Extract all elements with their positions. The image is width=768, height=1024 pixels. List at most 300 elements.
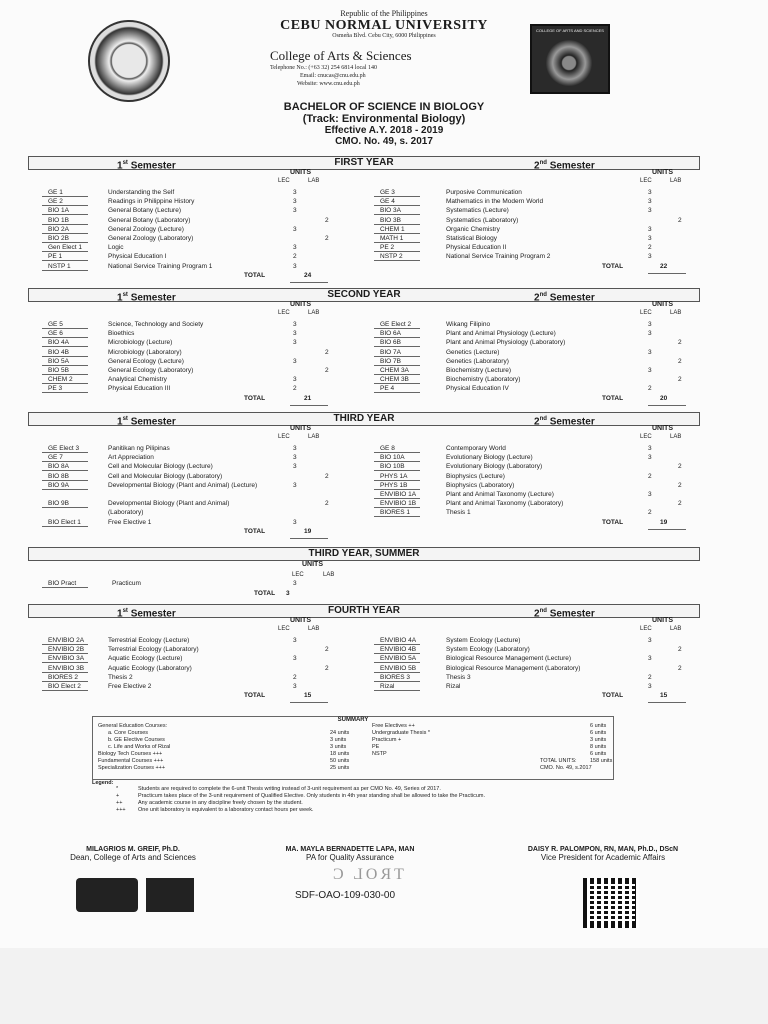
course-row [380,682,680,691]
summary-left-value: 50 units [330,758,350,764]
course-lab: 2 [678,481,682,489]
semester-2-label [534,413,595,428]
course-row [380,384,680,393]
course-row [48,216,348,225]
course-code: BIO Elect 1 [48,518,108,527]
course-code: ENVIBIO 5B [380,664,440,673]
document-code: SDF-OAO-109-030-00 [295,890,396,901]
course-lec: 3 [648,655,652,663]
course-row [48,453,348,462]
course-code: ENVIBIO 2B [48,645,108,654]
semester-2-label [534,605,595,620]
summer-band [28,547,700,561]
course-code: GE 3 [380,188,440,197]
course-title: Contemporary World [446,445,506,452]
controlled-copy-stamp: TROL C [330,866,404,883]
course-title: National Service Training Program 2 [446,253,551,261]
lab-header: LAB [308,178,320,184]
course-title: Thesis 2 [108,673,133,681]
course-code: CHEM 1 [380,225,440,234]
course-row [380,234,680,243]
course-row [380,645,680,654]
course-code: BIORES 3 [380,673,440,682]
semester-number: 2 [534,416,540,428]
semester-number: 1 [117,416,123,428]
lab-header: LAB [670,626,682,632]
semester-total-value: 20 [660,394,668,402]
course-title: Art Appreciation [108,454,154,462]
college-seal-text: COLLEGE OF ARTS AND SCIENCES [536,28,604,33]
summary-left-label: Fundamental Courses +++ [98,758,164,764]
total-underline [290,702,328,703]
course-row [48,481,348,490]
lec-header: LEC [278,178,290,184]
university-name: CEBU NORMAL UNIVERSITY [280,18,488,33]
lab-header: LAB [308,434,320,440]
semester-word: Semester [130,292,176,304]
lab-header: LAB [670,310,682,316]
year-title: FOURTH YEAR [327,605,401,616]
course-code: BIO 9A [48,481,108,490]
course-lec: 3 [293,207,297,215]
course-code: GE 6 [48,329,108,338]
course-row [48,357,348,366]
course-title: General Botany (Laboratory) [108,216,191,224]
course-code: BIO 2B [48,234,108,243]
course-code: ENVIBIO 4B [380,645,440,654]
course-lab: 2 [325,367,329,374]
course-code: GE 4 [380,197,440,206]
course-lec: 3 [293,189,297,196]
course-title: Organic Chemistry [446,225,500,233]
course-lec: 2 [293,673,297,681]
course-title: Cell and Molecular Biology (Lecture) [108,463,213,471]
semester-total-label: TOTAL [602,692,624,700]
course-code: CHEM 3B [380,375,440,384]
semester-word: Semester [549,416,595,428]
summary-left-label: c. Life and Works of Rizal [108,744,171,750]
legend-item [92,807,692,814]
course-title: Systematics (Laboratory) [446,216,519,224]
summary-right-value: 6 units [590,751,607,757]
course-row [48,636,348,645]
course-lec: 3 [648,321,652,328]
summary-right-value: 8 units [590,744,607,750]
semester-word: Semester [130,608,176,620]
summary-title: SUMMARY [337,717,369,723]
legend-text: Students are required to complete the 6-unit Thesis writing instead of 3-unit requirement as per CMO No. 49, Series of 2017. [138,786,441,792]
course-lab: 2 [678,646,682,654]
course-code: BIO 2A [48,225,108,234]
summary-right-label: Practicum + [372,737,402,743]
summary-right-label: Free Electives ++ [372,723,415,729]
course-title: System Ecology (Laboratory) [446,646,530,654]
course-row [380,654,680,663]
course-title: Developmental Biology (Plant and Animal) (Lecture) [108,481,258,489]
year-band [28,412,700,426]
course-row [48,366,348,375]
course-code: Gen Elect 1 [48,243,108,252]
course-lab: 2 [678,664,682,672]
course-lec: 3 [293,518,297,526]
course-code: GE 8 [380,444,440,453]
course-row [380,216,680,225]
course-row [380,472,680,481]
course-lec: 2 [648,244,652,252]
units-header: UNITS [290,169,311,176]
course-row [380,508,680,517]
course-code: BIO 10A [380,453,440,462]
course-row [380,348,680,357]
course-lab: 2 [678,500,682,508]
course-row [380,206,680,215]
course-lec: 3 [293,357,297,365]
lec-header: LEC [640,310,652,316]
course-code: BIO 6A [380,329,440,338]
course-code: NSTP 2 [380,252,440,261]
course-lec: 3 [293,262,297,270]
signatory-qa [250,846,450,862]
course-row [48,444,348,453]
legend [92,780,692,814]
course-title: Biophysics (Lecture) [446,472,505,480]
course-lec: 3 [293,463,297,471]
summary-left-value: 18 units [330,751,350,757]
semester-total-label: TOTAL [244,394,266,402]
legend-mark: * [116,786,119,792]
course-code: PE 4 [380,384,440,393]
course-lec: 3 [293,330,297,338]
year-band [28,288,700,302]
course-lec: 3 [648,683,652,690]
course-row [48,188,348,197]
course-lec: 3 [293,683,297,690]
course-row [48,348,348,357]
legend-item [92,800,692,807]
course-title: Panitikan ng Pilipinas [108,445,170,452]
course-title: Rizal [446,683,461,690]
course-code: BIO Pract [48,579,108,588]
course-row [380,499,680,508]
course-title: Physical Education II [446,244,507,252]
course-code: NSTP 1 [48,262,108,271]
university-address: Osmeña Blvd. Cebu City, 6000 Philippines [332,33,436,39]
semester-suffix: nd [539,608,547,614]
summary-left-label: General Education Courses: [98,723,168,729]
course-title: Readings in Philippine History [108,198,195,206]
course-row [48,499,348,517]
lec-header: LEC [278,310,290,316]
units-header: UNITS [290,301,311,308]
units-header: UNITS [290,617,311,624]
course-row [48,673,348,682]
course-code: BIO 5A [48,357,108,366]
course-lec: 3 [648,454,652,462]
course-row [380,243,680,252]
course-row [380,462,680,471]
semester-2-label [534,289,595,304]
course-row [48,472,348,481]
dean-position: Dean, College of Arts and Sciences [70,853,196,862]
course-code: GE Elect 3 [48,444,108,453]
summary-left-value: 3 units [330,737,347,743]
legend-title: Legend: [92,780,114,786]
semester-suffix: st [122,292,128,298]
total-underline [648,273,686,274]
course-title: Microbiology (Lecture) [108,339,173,347]
legend-item [92,793,692,800]
year-title: FIRST YEAR [334,157,394,168]
course-code: PE 3 [48,384,108,393]
course-code: ENVIBIO 1A [380,490,440,499]
semester-suffix: st [122,416,128,422]
course-row [48,197,348,206]
summary-right-value: 158 units [590,758,613,764]
semester-word: Semester [549,608,595,620]
semester-number: 1 [117,292,123,304]
course-row [48,243,348,252]
course-row [48,645,348,654]
course-code: BIO 5B [48,366,108,375]
course-row [48,462,348,471]
course-lec: 3 [293,637,297,644]
semester-total-value: 21 [304,394,312,402]
summary-right-label: PE [372,744,380,750]
course-row [48,206,348,215]
course-lec: 3 [293,198,297,206]
dean-name: MILAGRIOS M. GREIF, Ph.D. [86,846,180,853]
course-row [48,375,348,384]
course-title: Developmental Biology (Plant and Animal) (Laboratory) [108,500,230,517]
course-title: Analytical Chemistry [108,376,167,384]
course-lec: 3 [648,207,652,215]
course-lab: 2 [678,216,682,224]
course-lec: 3 [648,235,652,242]
program-title: BACHELOR OF SCIENCE IN BIOLOGY [283,101,485,113]
course-code: PE 2 [380,243,440,252]
legend-mark: +++ [116,807,126,813]
semester-2-label [534,157,595,172]
lab-header: LAB [308,626,320,632]
college-email: Email: cnucas@cnu.edu.ph [300,73,366,79]
summary-right-value: 3 units [590,737,607,743]
course-title: Microbiology (Laboratory) [108,348,182,356]
course-lab: 2 [325,664,329,672]
course-lec: 3 [648,637,652,644]
lab-header: LAB [308,310,320,316]
total-underline [290,282,328,283]
total-underline [648,702,686,703]
summary-right-value: CMO. No. 49, s.2017 [540,765,592,771]
summary-left-label: a. Core Courses [108,730,149,736]
summer-lec-header: LEC [292,572,304,578]
course-title: Biochemistry (Laboratory) [446,376,521,384]
course-title: Statistical Biology [446,235,497,242]
course-lec: 3 [648,225,652,233]
course-code: GE Elect 2 [380,320,440,329]
summary-right-label: TOTAL UNITS: [540,758,577,764]
course-code: BIO Elect 2 [48,682,108,691]
semester-suffix: st [122,160,128,166]
legend-item [92,786,692,793]
course-lab: 2 [678,339,682,347]
course-code: BIO 10B [380,462,440,471]
course-lec: 3 [648,253,652,261]
course-title: National Service Training Program 1 [108,262,213,270]
vpaa-position: Vice President for Academic Affairs [540,853,666,862]
course-lec: 2 [648,673,652,681]
units-header: UNITS [652,425,673,432]
semester-number: 1 [117,608,123,620]
semester-total-value: 19 [660,518,668,526]
lab-header: LAB [670,434,682,440]
course-lec: 3 [648,348,652,356]
total-underline [290,405,328,406]
semester-total-label: TOTAL [602,394,624,402]
course-row [380,444,680,453]
college-website: Website: www.cnu.edu.ph [297,81,360,87]
course-title: Aquatic Ecology (Laboratory) [108,664,192,672]
course-code: Rizal [380,682,440,691]
atom-emblem-icon [546,40,592,86]
course-row [48,682,348,691]
course-lab: 2 [325,216,329,224]
legend-mark: ++ [116,800,123,806]
course-title: Genetics (Lecture) [446,348,500,356]
semester-total-value: 15 [660,692,668,700]
course-lec: 2 [293,385,297,393]
course-code: GE 2 [48,197,108,206]
year-title: THIRD YEAR [333,413,395,424]
course-title: Plant and Animal Physiology (Laboratory) [446,339,566,347]
qa-name: MA. MAYLA BERNADETTE LAPA, MAN [285,846,415,853]
year-band [28,604,700,618]
course-row [380,664,680,673]
course-row [48,654,348,663]
course-title: Biophysics (Laboratory) [446,481,515,489]
certification-logo [76,878,138,912]
course-code: ENVIBIO 2A [48,636,108,645]
republic-line: Republic of the Philippines [340,9,428,18]
year-band [28,156,700,170]
course-lec: 3 [293,225,297,233]
course-title: Biological Resource Management (Lecture) [446,655,572,663]
course-row [380,673,680,682]
course-title: Mathematics in the Modern World [446,198,544,206]
total-underline [648,405,686,406]
legend-text: Any academic course in any discipline freely chosen by the student. [138,800,303,806]
course-code: GE 5 [48,320,108,329]
summer-total-label: TOTAL [254,590,276,597]
course-title: Purposive Communication [446,189,522,196]
course-lab: 2 [678,463,682,471]
course-lab: 2 [325,235,329,242]
program-effective: Effective A.Y. 2018 - 2019 [324,125,444,136]
course-code: GE 1 [48,188,108,197]
qr-code-icon [583,878,639,928]
course-lab: 2 [678,357,682,365]
course-lec: 3 [293,580,297,587]
course-row [380,636,680,645]
lec-header: LEC [640,626,652,632]
course-title: Physical Education I [108,253,167,261]
course-row [48,234,348,243]
course-lab: 2 [325,472,329,480]
course-title: Evolutionary Biology (Lecture) [446,454,533,462]
course-row [380,329,680,338]
course-lec: 2 [293,253,297,261]
course-row [380,320,680,329]
course-row [48,262,348,271]
course-lec: 3 [293,376,297,384]
course-code: BIO 3A [380,206,440,215]
course-code: BIO 1A [48,206,108,215]
course-title: Practicum [112,580,141,587]
course-code: ENVIBIO 3B [48,664,108,673]
course-code: MATH 1 [380,234,440,243]
course-row [380,375,680,384]
course-code: PE 1 [48,252,108,261]
semester-total-value: 24 [304,271,312,279]
course-lec: 3 [648,491,652,498]
semester-total-label: TOTAL [602,262,624,270]
course-code: ENVIBIO 4A [380,636,440,645]
course-lab: 2 [325,646,329,654]
course-lec: 3 [648,198,652,206]
course-lec: 2 [648,472,652,480]
course-lec: 3 [293,481,297,489]
course-lec: 3 [293,445,297,452]
course-code: GE 7 [48,453,108,462]
semester-word: Semester [549,292,595,304]
course-lec: 3 [293,655,297,663]
summary-left-label: b. GE Elective Courses [108,737,165,743]
summary-left-value: 3 units [330,744,347,750]
semester-total-label: TOTAL [602,518,624,526]
semester-total-label: TOTAL [244,692,266,700]
vpaa-name: DAISY R. PALOMPON, RN, MAN, Ph.D., DScN [527,846,679,853]
semester-total-label: TOTAL [244,271,266,279]
course-code: BIO 4A [48,338,108,347]
year-title: SECOND YEAR [327,289,401,300]
course-code: BIO 8B [48,472,108,481]
semester-total-value: 19 [304,527,312,535]
legend-text: Practicum takes place of the 3-unit requirement of Qualified Elective. Only students in 4th year standing shall be allowed to take the Practicum. [138,793,485,799]
course-row [380,338,680,347]
course-code: BIO 6B [380,338,440,347]
summer-total-value: 3 [286,590,290,597]
course-lec: 3 [293,339,297,347]
course-lab: 2 [325,348,329,356]
course-lec: 3 [648,330,652,338]
course-lab: 2 [678,376,682,384]
course-code: BIORES 2 [48,673,108,682]
course-title: Bioethics [108,330,135,338]
summary-right-label: Undergraduate Thesis * [372,730,430,736]
course-title: General Botany (Lecture) [108,207,181,215]
course-title: System Ecology (Lecture) [446,637,521,644]
course-row [380,188,680,197]
units-header: UNITS [652,301,673,308]
semester-word: Semester [130,416,176,428]
course-code: ENVIBIO 3A [48,654,108,663]
course-title: Terrestrial Ecology (Lecture) [108,637,190,644]
summary-box [92,716,614,780]
semester-total-value: 15 [304,692,312,700]
total-underline [290,538,328,539]
semester-number: 2 [534,292,540,304]
summary-left-label: Biology Tech Courses +++ [98,751,163,757]
